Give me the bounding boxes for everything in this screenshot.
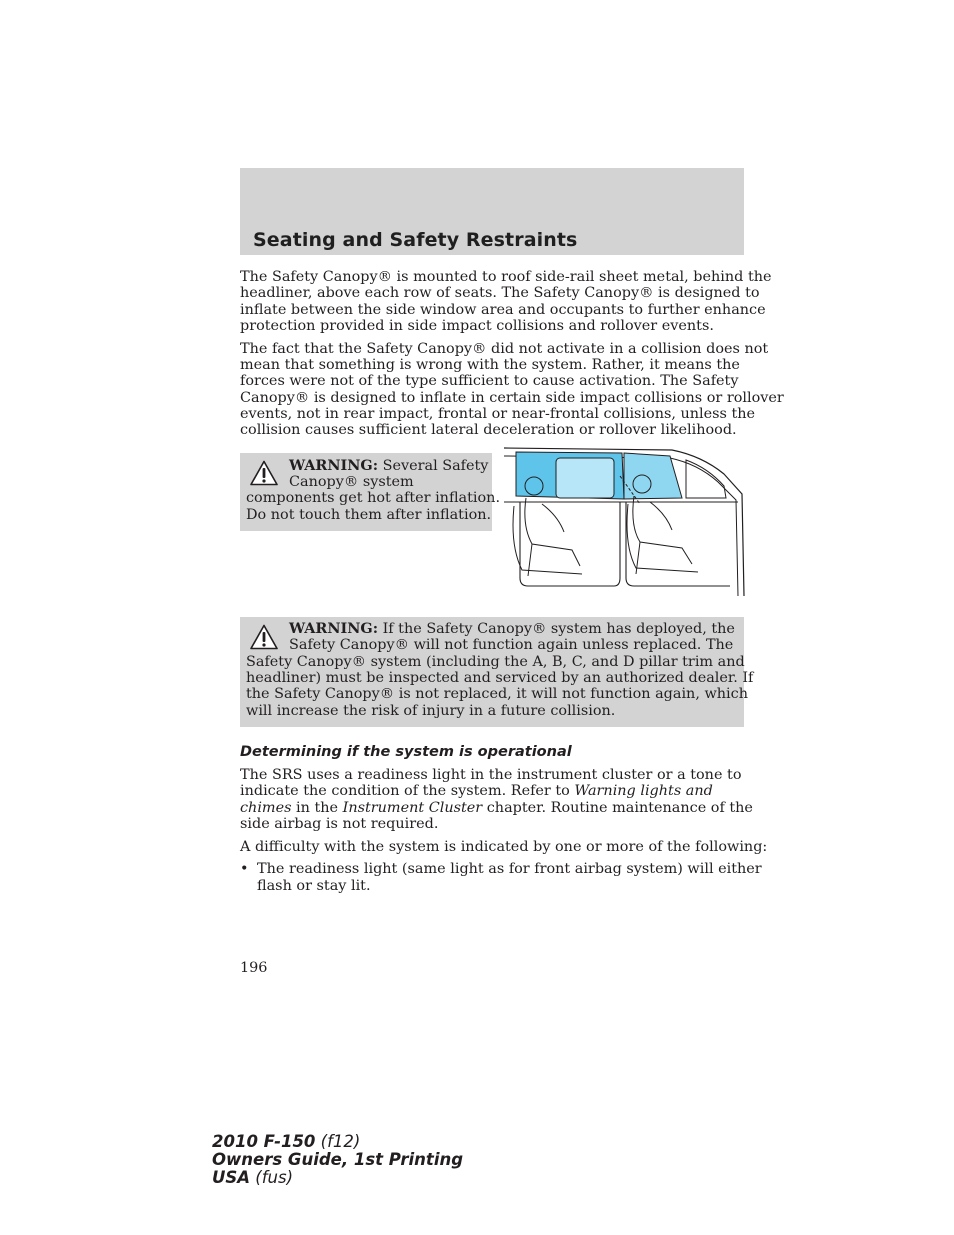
footer-market: USA — [212, 1168, 251, 1187]
text-line: headliner, above each row of seats. The Safety Canopy® is designed to — [240, 285, 760, 301]
footer-line — [212, 1169, 463, 1187]
footer-code: (f12) — [315, 1132, 361, 1151]
page-number: 196 — [240, 960, 268, 976]
text-line: The SRS uses a readiness light in the instrument cluster or a tone to — [240, 767, 742, 783]
paragraph-difficulty: A difficulty with the system is indicated by one or more of the following: — [240, 839, 768, 855]
text-line: The readiness light (same light as for front airbag system) will either — [257, 861, 762, 877]
warning-text-line: Safety Canopy® system (including the A, B, C, and D pillar trim and — [246, 654, 745, 670]
warning-text-line: Safety Canopy® will not function again unless replaced. The — [289, 637, 734, 653]
text-line: side airbag is not required. — [240, 816, 439, 832]
text-line: flash or stay lit. — [257, 878, 371, 894]
subheading-operational: Determining if the system is operational — [240, 744, 572, 760]
text-line: Canopy® is designed to inflate in certain side impact collisions or rollover — [240, 390, 784, 406]
text-line — [240, 800, 753, 816]
section-title: Seating and Safety Restraints — [253, 229, 578, 251]
text-line — [240, 783, 713, 799]
warning-text: Several Safety — [378, 458, 489, 474]
warning-text-line: will increase the risk of injury in a future collision. — [246, 703, 616, 719]
text-line: protection provided in side impact collisions and rollover events. — [240, 318, 714, 334]
text-line: forces were not of the type sufficient to cause activation. The Safety — [240, 373, 739, 389]
cross-reference-instrument-cluster: Instrument Cluster — [342, 800, 483, 816]
footer-market-code: (fus) — [250, 1168, 294, 1187]
warning-text-line: the Safety Canopy® is not replaced, it will not function again, which — [246, 686, 748, 702]
text-line: events, not in rear impact, frontal or near-frontal collisions, unless the — [240, 406, 756, 422]
text-line: inflate between the side window area and occupants to further enhance — [240, 302, 766, 318]
warning-text: If the Safety Canopy® system has deployed, the — [378, 621, 735, 637]
cross-reference-warning-lights: Warning lights and — [574, 783, 713, 799]
text-line: The fact that the Safety Canopy® did not activate in a collision does not — [240, 341, 769, 357]
safety-canopy-illustration — [502, 446, 746, 596]
warning-box-deployed — [240, 617, 754, 727]
bullet-dot: • — [240, 861, 249, 877]
text-segment: in the — [291, 800, 343, 816]
footer-line — [212, 1133, 463, 1151]
warning-text-line: Canopy® system — [289, 474, 414, 490]
document-footer — [212, 1133, 463, 1187]
text-segment: indicate the condition of the system. Refer to — [240, 783, 575, 799]
footer-model: 2010 F-150 — [212, 1132, 316, 1151]
warning-label: WARNING: — [289, 620, 379, 637]
warning-text-line: Do not touch them after inflation. — [246, 507, 492, 523]
footer-line — [212, 1151, 463, 1169]
text-line: The Safety Canopy® is mounted to roof side-rail sheet metal, behind the — [240, 269, 772, 285]
text-line: collision causes sufficient lateral deceleration or rollover likelihood. — [240, 422, 737, 438]
warning-first-line — [289, 621, 735, 637]
warning-text-line: headliner) must be inspected and serviced by an authorized dealer. If — [246, 670, 754, 686]
warning-triangle-icon — [250, 460, 278, 486]
warning-text-line: components get hot after inflation. — [246, 490, 501, 506]
warning-first-line — [289, 458, 488, 474]
footer-guide: Owners Guide, 1st Printing — [212, 1150, 464, 1169]
warning-box-hot-components — [240, 453, 501, 531]
text-segment: chapter. Routine maintenance of the — [482, 800, 753, 816]
warning-triangle-icon — [250, 624, 278, 650]
text-line: mean that something is wrong with the system. Rather, it means the — [240, 357, 740, 373]
section-header-band — [240, 168, 744, 255]
cross-reference-chimes: chimes — [240, 800, 292, 816]
warning-label: WARNING: — [289, 457, 379, 474]
